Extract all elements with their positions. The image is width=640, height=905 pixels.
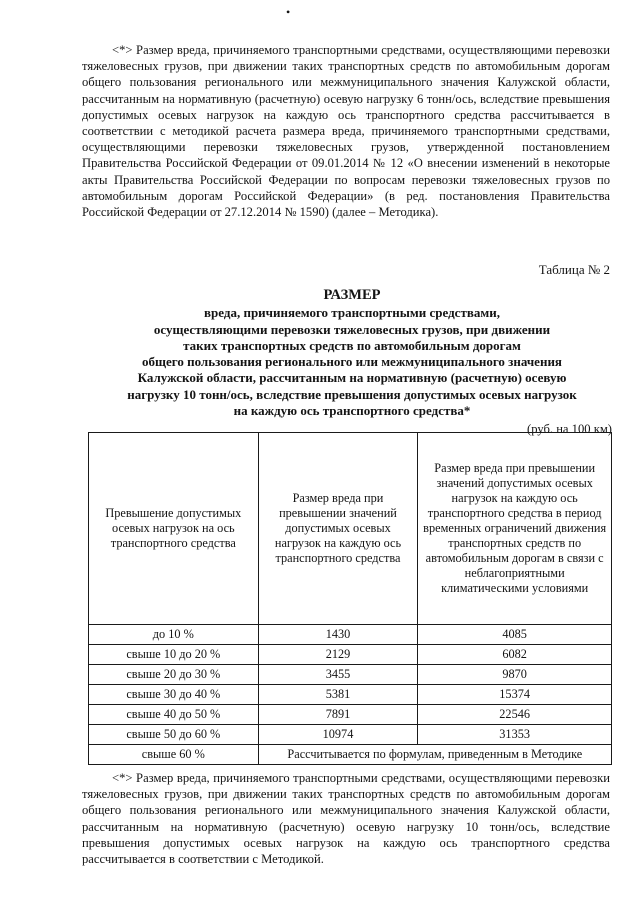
table-row xyxy=(89,725,612,745)
cell-restricted: 31353 xyxy=(418,725,612,745)
title-line: вреда, причиняемого транспортными средствами, xyxy=(204,305,500,321)
table-row xyxy=(89,685,612,705)
title-line: нагрузку 10 тонн/ось, вследствие превышения допустимых осевых нагрузок xyxy=(127,386,577,402)
header-overload: Превышение допустимых осевых нагрузок на ось транспортного средства xyxy=(89,433,259,625)
cell-range: свыше 30 до 40 % xyxy=(89,685,259,705)
cell-restricted: 4085 xyxy=(418,625,612,645)
table-header-row xyxy=(89,433,612,625)
page-marker: • xyxy=(286,5,291,19)
cell-normal: 3455 xyxy=(258,665,418,685)
title-line: общего пользования регионального или межмуниципального значения xyxy=(142,354,562,370)
cell-normal: 1430 xyxy=(258,625,418,645)
footnote-top xyxy=(82,42,610,220)
title-heading: РАЗМЕР xyxy=(323,287,381,303)
header-damage-restricted: Размер вреда при превышении значений допустимых осевых нагрузок на каждую ось транспортного средства в период временных ограничений движения транспортных средств по автомобильным дорогам в связи с неблагоприятными климатическими условиями xyxy=(418,433,612,625)
cell-normal: 7891 xyxy=(258,705,418,725)
cell-range: свыше 40 до 50 % xyxy=(89,705,259,725)
cell-range: свыше 60 % xyxy=(89,745,259,765)
cell-restricted: 9870 xyxy=(418,665,612,685)
table-row xyxy=(89,645,612,665)
footnote-bottom xyxy=(82,770,610,867)
cell-normal: 2129 xyxy=(258,645,418,665)
cell-range: свыше 10 до 20 % xyxy=(89,645,259,665)
header-damage-normal: Размер вреда при превышении значений допустимых осевых нагрузок на каждую ось транспортного средства xyxy=(258,433,418,625)
table-number: Таблица № 2 xyxy=(538,262,610,277)
cell-restricted: 15374 xyxy=(418,685,612,705)
cell-normal: 5381 xyxy=(258,685,418,705)
units-label: (руб. на 100 км) xyxy=(527,422,612,436)
table-title xyxy=(82,287,622,419)
title-line: Калужской области, рассчитанным на нормативную (расчетную) осевую xyxy=(137,370,567,386)
footnote-bottom-text: <*> Размер вреда, причиняемого транспортными средствами, осуществляющими перевозки тяжеловесных грузов, при движении таких транспортных средств по автомобильным дорогам общего пользования регионального или межмуниципального значения Калужской области, рассчитанным на нормативную (расчетную) осевую нагрузку 10 тонн/ось, вследствие превышения допустимых осевых нагрузок на каждую ось транспортного средства рассчитывается в соответствии с Методикой. xyxy=(82,771,610,867)
title-line: на каждую ось транспортного средства* xyxy=(233,403,471,419)
cell-range: свыше 50 до 60 % xyxy=(89,725,259,745)
cell-range: до 10 % xyxy=(89,625,259,645)
cell-normal: 10974 xyxy=(258,725,418,745)
footnote-top-text: <*> Размер вреда, причиняемого транспортными средствами, осуществляющими перевозки тяжеловесных грузов, при движении таких транспортных средств по автомобильным дорогам общего пользования регионального или межмуниципального значения Калужской области, рассчитанным на нормативную (расчетную) осевую нагрузку 6 тонн/ось, вследствие превышения допустимых осевых нагрузок на каждую ось транспортного средства рассчитывается в соответствии с методикой расчета размера вреда, причиняемого транспортными средствами, осуществляющими перевозки тяжеловесных грузов, утвержденной постановлением Правительства Российской Федерации от 09.01.2014 № 12 «О внесении изменений в некоторые акты Правительства Российской Федерации по вопросам перевозки тяжеловесных грузов по автомобильным дорогам Российской Федерации» (в ред. постановления Правительства Российской Федерации от 27.12.2014 № 1590) (далее – Методика). xyxy=(82,43,610,220)
cell-formula-note: Рассчитывается по формулам, приведенным в Методике xyxy=(258,745,611,765)
cell-restricted: 6082 xyxy=(418,645,612,665)
table-row xyxy=(89,705,612,725)
table-row xyxy=(89,625,612,645)
cell-range: свыше 20 до 30 % xyxy=(89,665,259,685)
table-row xyxy=(89,665,612,685)
damage-table xyxy=(88,432,612,765)
title-line: таких транспортных средств по автомобильным дорогам xyxy=(183,337,521,353)
cell-restricted: 22546 xyxy=(418,705,612,725)
title-line: осуществляющими перевозки тяжеловесных грузов, при движении xyxy=(153,321,551,337)
table-row-last xyxy=(89,745,612,765)
